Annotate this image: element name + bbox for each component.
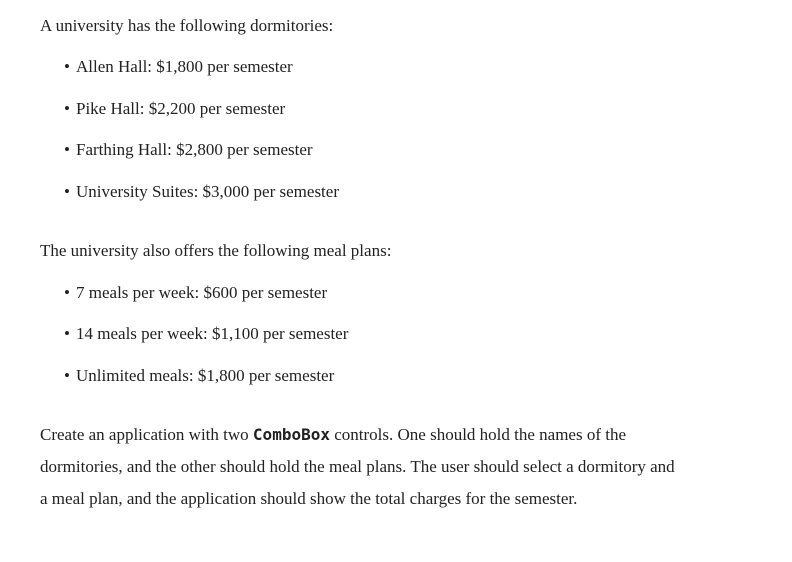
- bullet-icon: •: [64, 99, 70, 118]
- list-item-text: Pike Hall: $2,200 per semester: [76, 99, 286, 118]
- list-item: [64, 99, 285, 119]
- task-text-1: Create an application with two: [40, 425, 253, 444]
- list-item: [64, 182, 339, 202]
- combobox-code: ComboBox: [252, 425, 330, 444]
- bullet-icon: •: [64, 57, 70, 76]
- bullet-icon: •: [64, 324, 70, 343]
- bullet-icon: •: [64, 140, 70, 159]
- list-item: [64, 57, 293, 77]
- list-item-text: Allen Hall: $1,800 per semester: [76, 57, 293, 76]
- task-paragraph: [40, 419, 680, 515]
- dorm-intro: A university has the following dormitories:: [40, 16, 334, 35]
- list-item: [64, 366, 334, 386]
- bullet-icon: •: [64, 283, 70, 302]
- list-item-text: University Suites: $3,000 per semester: [76, 182, 339, 201]
- task-text-2: controls. One should hold the names of the dormitories, and the other should hold the meal plans. The user should select a dormitory and a meal plan, and the application should show the total charges for the semester.: [40, 425, 675, 508]
- list-item-text: Unlimited meals: $1,800 per semester: [76, 366, 335, 385]
- list-item-text: 14 meals per week: $1,100 per semester: [76, 324, 349, 343]
- list-item-text: 7 meals per week: $600 per semester: [76, 283, 328, 302]
- bullet-icon: •: [64, 366, 70, 385]
- meal-intro: The university also offers the following meal plans:: [40, 241, 392, 260]
- list-item-text: Farthing Hall: $2,800 per semester: [76, 140, 313, 159]
- list-item: [64, 283, 327, 303]
- bullet-icon: •: [64, 182, 70, 201]
- list-item: [64, 324, 348, 344]
- list-item: [64, 140, 313, 160]
